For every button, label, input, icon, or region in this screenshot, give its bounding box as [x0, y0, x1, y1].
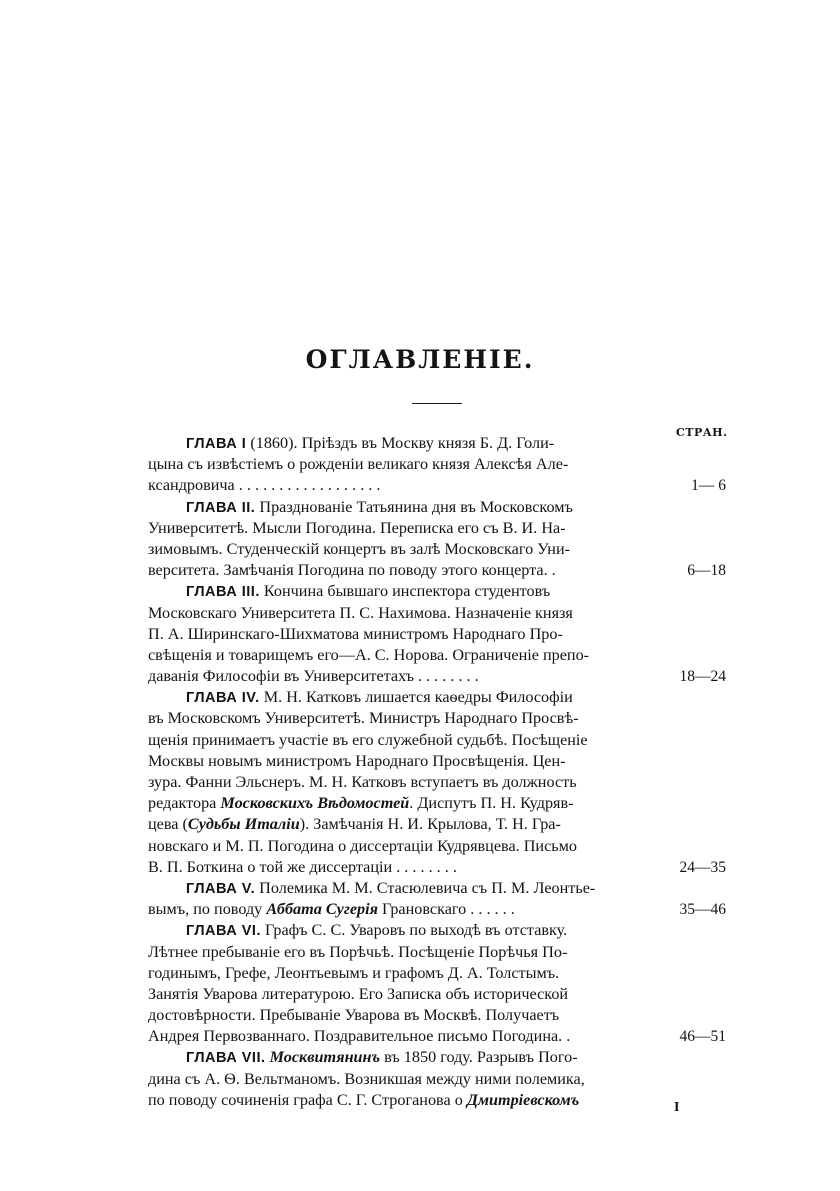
toc-text: Кончина бывшаго инспектора студентовъ [259, 582, 551, 601]
toc-line [148, 878, 632, 899]
chapter-label: ГЛАВА I [186, 436, 247, 452]
toc-line [148, 497, 632, 518]
toc-line [148, 581, 632, 602]
toc-text: Празднованіе Татьянина дня въ Московскомъ [255, 497, 573, 516]
toc-line: П. А. Ширинскаго-Шихматова министромъ Народнаго Про- [148, 624, 563, 643]
toc-line: свѣщенія и товарищемъ его—А. С. Норова. Ограниченіе препо- [148, 645, 590, 664]
toc-text: М. Н. Катковъ лишается каѳедры Философіи [259, 688, 573, 707]
toc-line: ксандровича . . . . . . . . . . . . . . . . . . [148, 476, 381, 495]
page-range: 6—18 [687, 562, 726, 580]
page-title: ОГЛАВЛЕНІЕ. [305, 345, 535, 374]
toc-line: Андрея Первозваннаго. Поздравительное письмо Погодина. . [148, 1027, 571, 1046]
chapter-label: ГЛАВА VI. [186, 923, 261, 940]
toc-text: Полемика М. М. Стасюлевича съ П. М. Леонтье- [255, 878, 596, 897]
toc-line: вымъ, по поводу Аббата Сугерія Грановскаго . . . . . . [148, 900, 515, 919]
page-range: 24—35 [679, 858, 726, 876]
toc-line [148, 433, 632, 454]
signature-mark: I [674, 1100, 680, 1115]
page-range: 46—51 [679, 1028, 726, 1046]
page-range: 35—46 [679, 901, 726, 919]
toc-entry-chapter-5 [148, 878, 726, 920]
toc-line: Лѣтнее пребываніе его въ Порѣчьѣ. Посѣщеніе Порѣчья По- [148, 942, 568, 961]
toc-line: зимовымъ. Студенческій концертъ въ залѣ Московскаго Уни- [148, 539, 570, 558]
toc-entry-chapter-6 [148, 920, 726, 1047]
toc-line: зура. Фанни Эльснеръ. М. Н. Катковъ вступаетъ въ должность [148, 773, 577, 791]
toc-line: В. П. Боткина о той же диссертаціи . . . . . . . . [148, 857, 457, 876]
toc-line [148, 920, 632, 941]
toc-line: Московскаго Университета П. С. Нахимова. Назначеніе князя [148, 603, 573, 622]
toc-entry-chapter-2 [148, 497, 726, 582]
toc-entry-chapter-7 [148, 1047, 726, 1111]
toc-line: по поводу сочиненія графа С. Г. Строганова о Дмитріевскомъ [148, 1090, 580, 1109]
toc-line: редактора Московскихъ Вѣдомостей. Диспутъ П. Н. Кудряв- [148, 794, 574, 813]
page-range: 1— 6 [691, 477, 726, 495]
chapter-label: ГЛАВА II. [186, 499, 256, 516]
toc-line: Москвы новымъ министромъ Народнаго Просвѣщенія. Цен- [148, 751, 566, 770]
toc-entry-chapter-1 [148, 433, 726, 497]
toc-line: цына съ извѣстіемъ о рожденіи великаго князя Алексѣя Але- [148, 455, 569, 474]
toc-line: дина съ А. Ѳ. Вельтманомъ. Возникшая между ними полемика, [148, 1069, 585, 1088]
toc-line: годинымъ, Грефе, Леонтьевымъ и графомъ Д. А. Толстымъ. [148, 963, 560, 982]
toc-line: въ Московскомъ Университетѣ. Министръ Народнаго Просвѣ- [148, 709, 579, 728]
toc-text: Графъ С. С. Уваровъ по выходѣ въ отставку. [260, 921, 568, 940]
chapter-label: ГЛАВА VII. [186, 1050, 266, 1067]
toc-line [148, 1047, 632, 1068]
page-range: 18—24 [679, 668, 726, 686]
toc-line: щенія принимаетъ участіе въ его служебной судьбѣ. Посѣщеніе [148, 730, 588, 749]
table-of-contents [148, 433, 726, 1111]
title-divider [412, 403, 462, 404]
page-column-header: СТРАН. [676, 426, 728, 439]
chapter-label: ГЛАВА III. [186, 584, 260, 601]
toc-line: верситета. Замѣчанія Погодина по поводу этого концерта. . [148, 561, 556, 580]
toc-line [148, 687, 632, 708]
toc-line: достовѣрности. Пребываніе Уварова въ Москвѣ. Получаетъ [148, 1006, 560, 1025]
toc-line: цева (Судьбы Италіи). Замѣчанія Н. И. Крылова, Т. Н. Гра- [148, 815, 561, 834]
toc-entry-chapter-4 [148, 687, 726, 878]
toc-line: даванія Философіи въ Университетахъ . . . . . . . . [148, 667, 479, 686]
toc-text: Москвитянинъ въ 1850 году. Разрывъ Пого- [269, 1048, 578, 1067]
toc-line: Университетѣ. Мысли Погодина. Переписка его съ В. И. На- [148, 518, 566, 537]
chapter-label: ГЛАВА IV. [186, 690, 260, 707]
toc-text: (1860). Пріѣздъ въ Москву князя Б. Д. Голи- [246, 434, 555, 452]
toc-entry-chapter-3 [148, 581, 726, 687]
toc-line: Занятія Уварова литературою. Его Записка объ исторической [148, 984, 569, 1003]
toc-line: новскаго и М. П. Погодина о диссертаціи Кудрявцева. Письмо [148, 836, 577, 855]
chapter-label: ГЛАВА V. [186, 880, 256, 897]
